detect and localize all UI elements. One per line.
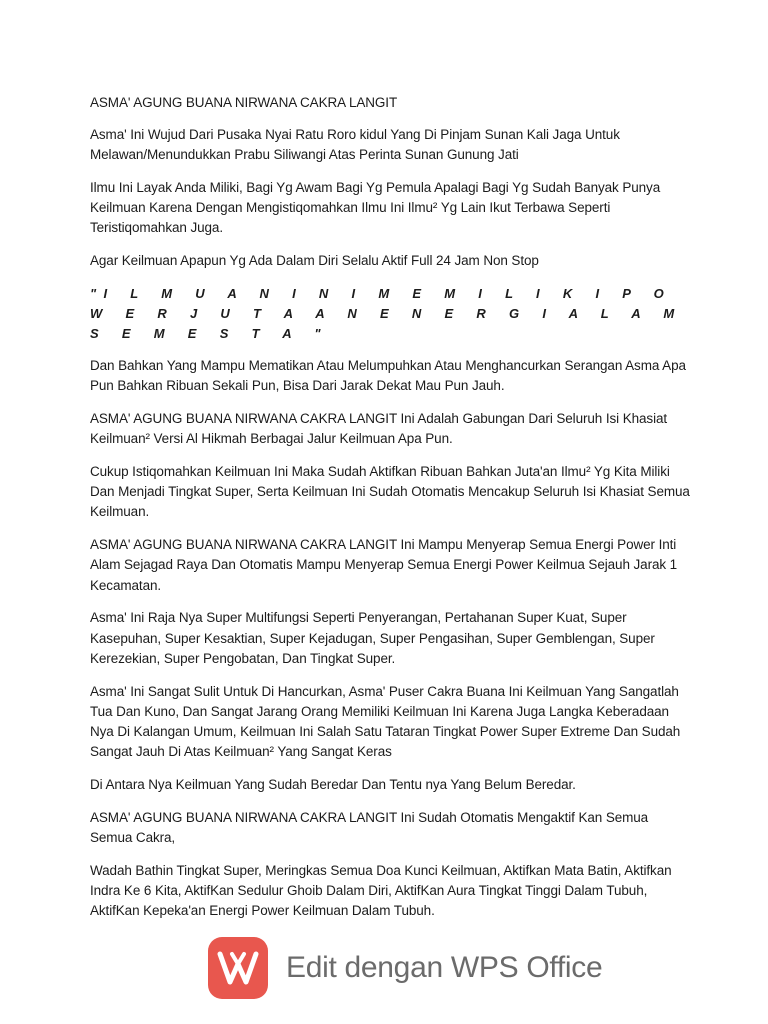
paragraph-5: Dan Bahkan Yang Mampu Mematikan Atau Melumpuhkan Atau Menghancurkan Serangan Asma Apa Pun Bahkan Ribuan Sekali Pun, Bisa Dari Jarak Dekat Mau Pun Jauh. [90, 358, 686, 394]
wps-logo-icon [208, 937, 268, 999]
document-title: ASMA' AGUNG BUANA NIRWANA CAKRA LANGIT [90, 95, 398, 110]
wps-edit-banner[interactable] [208, 936, 602, 1000]
document-body [90, 94, 690, 934]
paragraph-9: Asma' Ini Raja Nya Super Multifungsi Seperti Penyerangan, Pertahanan Super Kuat, Super Kasepuhan, Super Kesaktian, Super Kejadugan, Super Pengasihan, Super Gemblengan, Super Kerezekian, Super Pengobatan, Dan Tingkat Super. [90, 610, 655, 666]
paragraph-12: ASMA' AGUNG BUANA NIRWANA CAKRA LANGIT Ini Sudah Otomatis Mengaktif Kan Semua Semua Cakra, [90, 809, 649, 846]
paragraph-7: Cukup Istiqomahkan Keilmuan Ini Maka Sudah Aktifkan Ribuan Bahkan Juta'an Ilmu² Yg Kita Miliki Dan Menjadi Tingkat Super, Serta Keilmuan Ini Sudah Otomatis Mencakup Seluruh Isi Khasiat Semua Keilmuan. [90, 464, 690, 520]
paragraph-10: Asma' Ini Sangat Sulit Untuk Di Hancurkan, Asma' Puser Cakra Buana Ini Keilmuan Yang Sangatlah Tua Dan Kuno, Dan Sangat Jarang Orang Memiliki Keilmuan Ini Karena Juga Langka Keberadaan Nya Di Kalangan Umum, Keilmuan Ini Salah Satu Tataran Tingkat Power Super Extreme Dan Sudah Sangat Jauh Di Atas Keilmuan² Yang Sangat Keras [90, 683, 681, 760]
paragraph-6: ASMA' AGUNG BUANA NIRWANA CAKRA LANGIT Ini Adalah Gabungan Dari Seluruh Isi Khasiat Keilmuan² Versi Al Hikmah Berbagai Jalur Keilmuan Apa Pun. [90, 411, 668, 447]
paragraph-11: Di Antara Nya Keilmuan Yang Sudah Beredar Dan Tentu nya Yang Belum Beredar. [90, 777, 576, 793]
paragraph-8: ASMA' AGUNG BUANA NIRWANA CAKRA LANGIT Ini Mampu Menyerap Semua Energi Power Inti Alam Sejagad Raya Dan Otomatis Mampu Menyerap Semua Energi Power Keilmua Sejauh Jarak 1 Kecamatan. [90, 537, 678, 593]
paragraph-3: Agar Keilmuan Apapun Yg Ada Dalam Diri Selalu Aktif Full 24 Jam Non Stop [90, 253, 539, 269]
paragraph-2: Ilmu Ini Layak Anda Miliki, Bagi Yg Awam Bagi Yg Pemula Apalagi Bagi Yg Sudah Banyak Punya Keilmuan Karena Dengan Mengistiqomahkan Ilmu Ini Ilmu² Yg Lain Ikut Terbawa Seperti Teristiqomahkan Juga. [90, 180, 661, 236]
emphasized-quote: "I L M U A N I N I M E M I L I K I P O W E R J U T A A N E N E R G I A L A M S E M E S T A " [90, 286, 682, 341]
paragraph-13: Wadah Bathin Tingkat Super, Meringkas Semua Doa Kunci Keilmuan, Aktifkan Mata Batin, Aktifkan Indra Ke 6 Kita, AktifKan Sedulur Ghoib Dalam Diri, AktifKan Aura Tingkat Tinggi Dalam Tubuh, AktifKan Kepeka'an Energi Power Keilmuan Dalam Tubuh. [90, 862, 672, 919]
paragraph-1: Asma' Ini Wujud Dari Pusaka Nyai Ratu Roro kidul Yang Di Pinjam Sunan Kali Jaga Untuk Melawan/Menundukkan Prabu Siliwangi Atas Perinta Sunan Gunung Jati [90, 127, 620, 163]
wps-edit-label[interactable]: Edit dengan WPS Office [286, 951, 603, 984]
